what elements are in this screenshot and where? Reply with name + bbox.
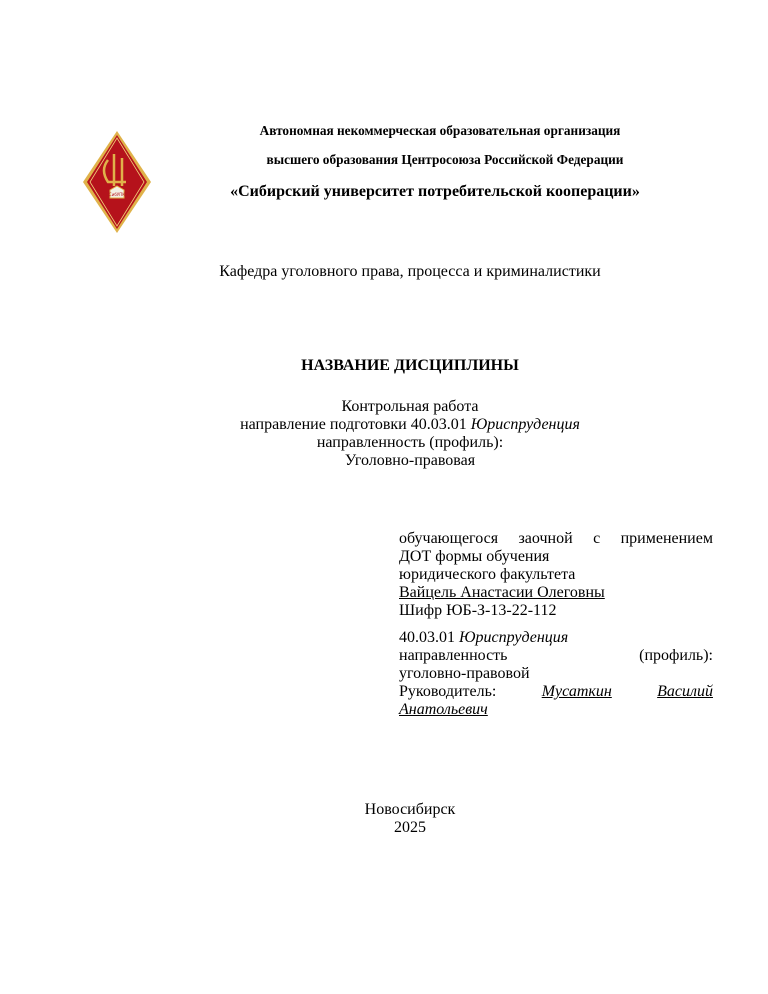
student-line-3: юридического факультета [399, 566, 576, 583]
profile-value: Уголовно-правовая [344, 452, 476, 469]
university-name: «Сибирский университет потребительской кооперации» [230, 183, 640, 200]
university-logo [82, 130, 152, 234]
student-name: Вайцель Анастасии Олеговны [399, 584, 605, 601]
student-profile-label [399, 647, 713, 665]
word: с [593, 530, 601, 547]
year: 2025 [394, 819, 426, 836]
org-line-2: высшего образования Центросоюза Российской Федерации [266, 152, 624, 167]
direction-name: Юриспруденция [459, 629, 569, 646]
direction-line [0, 416, 768, 434]
word: заочной [518, 530, 573, 547]
student-cipher: Шифр ЮБ-З-13-22-112 [399, 602, 557, 619]
org-line-1: Автономная некоммерческая образовательная организация [259, 123, 621, 138]
direction-name: Юриспруденция [470, 416, 580, 433]
profile-right: (профиль): [639, 647, 713, 664]
department: Кафедра уголовного права, процесса и криминалистики [219, 263, 601, 280]
student-name-line [399, 584, 713, 602]
supervisor-label: Руководитель: [399, 683, 497, 700]
discipline-title: НАЗВАНИЕ ДИСЦИПЛИНЫ [301, 357, 519, 374]
word: обучающегося [399, 530, 499, 547]
logo-text: СибУПК [108, 192, 126, 197]
student-line-2: ДОТ формы обучения [399, 548, 550, 565]
student-line-1 [399, 530, 713, 548]
word: применением [620, 530, 713, 547]
direction-code: 40.03.01 [399, 629, 455, 646]
supervisor-patronymic-line [399, 701, 713, 719]
work-type: Контрольная работа [341, 398, 479, 415]
city: Новосибирск [364, 801, 456, 818]
supervisor-line [399, 683, 713, 701]
student-direction [399, 629, 713, 647]
profile-left: направленность [399, 647, 508, 664]
supervisor-first: Мусаткин [541, 683, 612, 700]
badge-icon [82, 130, 152, 234]
supervisor-second: Василий [657, 683, 713, 700]
student-profile-value: уголовно-правовой [399, 665, 530, 682]
profile-label: направленность (профиль): [316, 434, 504, 451]
direction-prefix: направление подготовки 40.03.01 [240, 416, 467, 433]
supervisor-patronymic: Анатольевич [399, 701, 488, 718]
